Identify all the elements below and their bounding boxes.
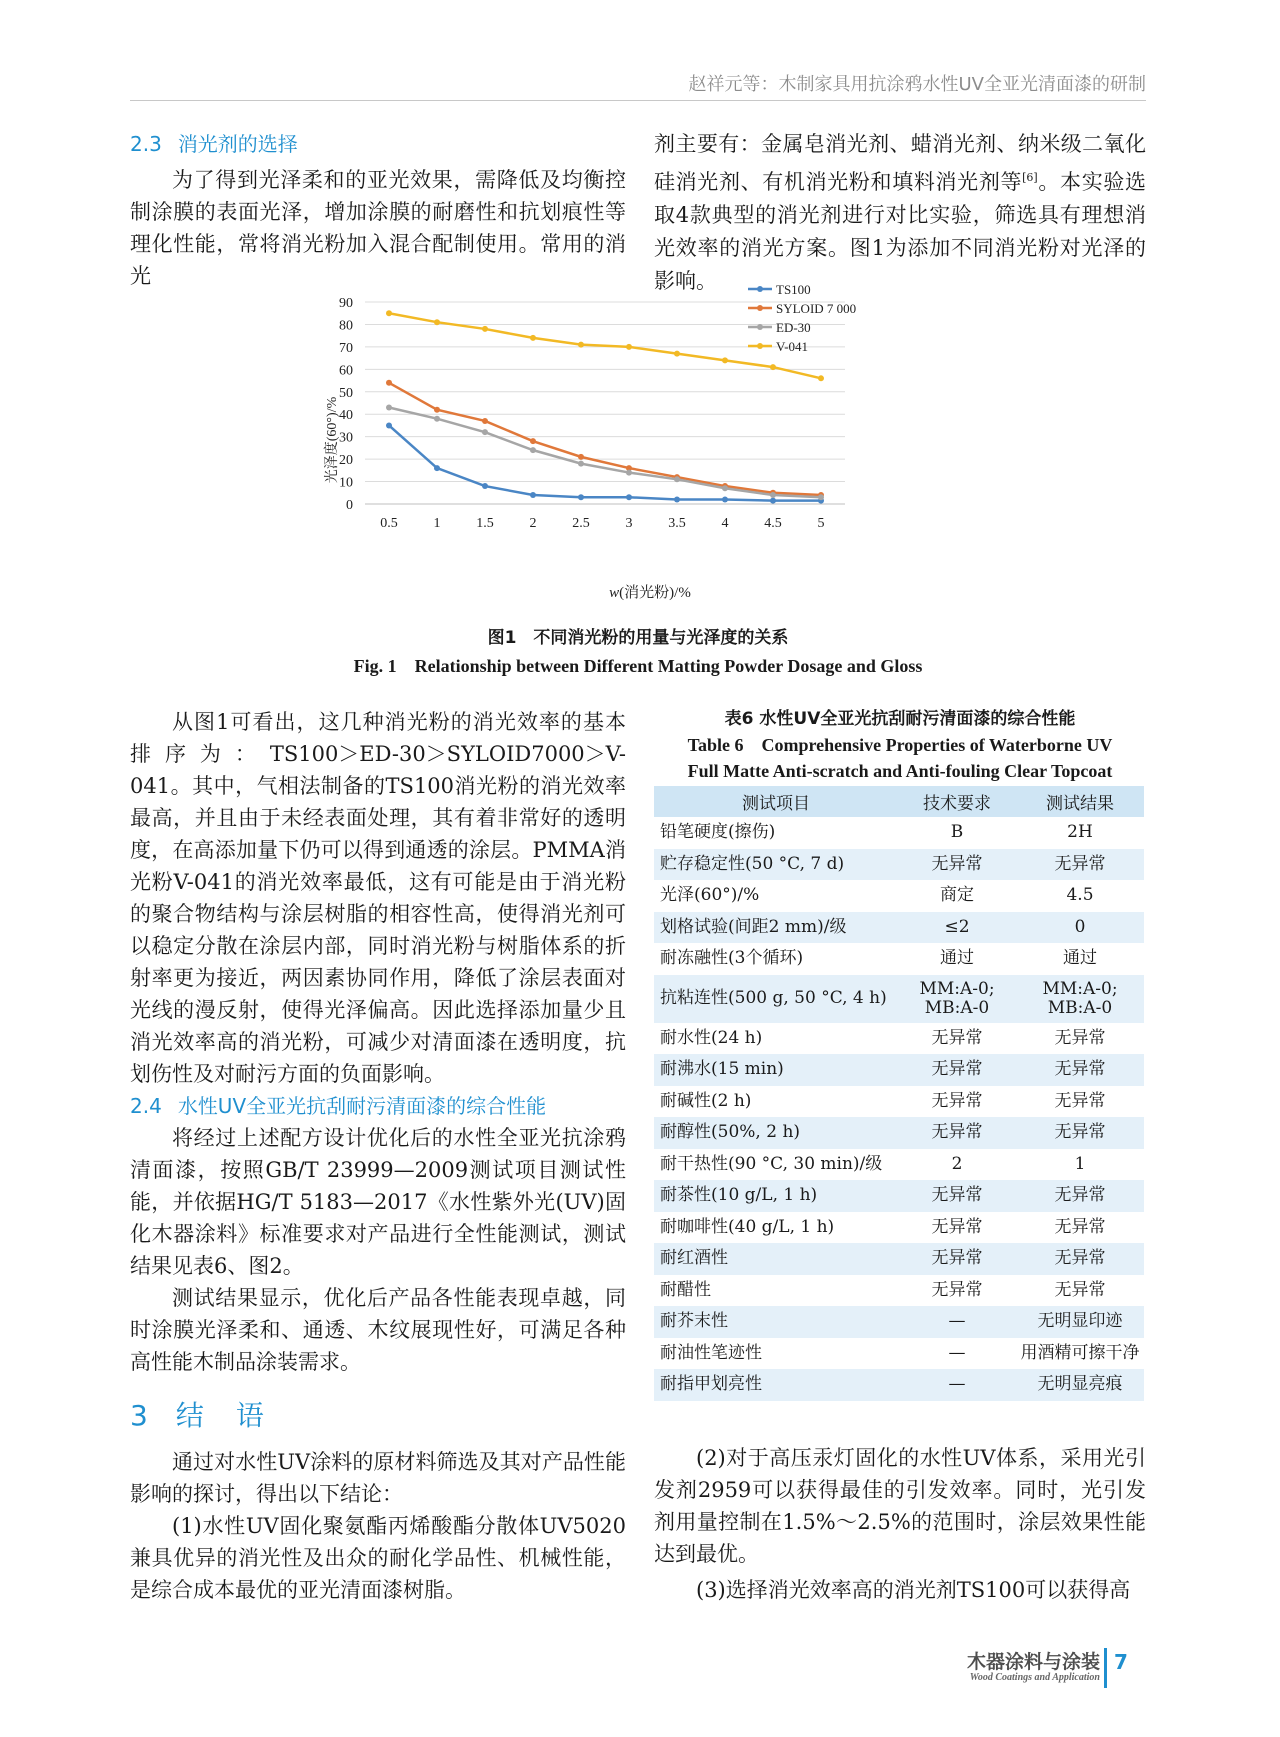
table-row bbox=[654, 1338, 1144, 1370]
data-point bbox=[434, 407, 440, 413]
table-cell-result: 通过 bbox=[1063, 948, 1097, 969]
table-row bbox=[654, 912, 1144, 944]
chart-gridlines bbox=[365, 302, 845, 504]
table-cell-result: 无异常 bbox=[1016, 1117, 1144, 1149]
legend-marker bbox=[757, 286, 763, 292]
paragraph: 将经过上述配方设计优化后的水性全亚光抗涂鸦清面漆，按照GB/T 23999—2009测试项目测试性能，并依据HG/T 5183—2017《水性紫外光(UV)固化木器涂料》标准要求对产品进行全性能测试，测试结果见表6、图2。 bbox=[130, 1126, 626, 1278]
data-point bbox=[482, 429, 488, 435]
table-caption bbox=[654, 706, 1146, 784]
column-header: 技术要求 bbox=[898, 786, 1016, 817]
table-cell-item: 光泽(60°)/% bbox=[660, 885, 760, 906]
journal-name-en: Wood Coatings and Application bbox=[969, 1672, 1100, 1683]
paragraph bbox=[654, 128, 1146, 298]
y-tick-label: 70 bbox=[339, 340, 353, 356]
section-number: 2.3 bbox=[130, 132, 162, 156]
x-tick-label: 3.5 bbox=[668, 516, 686, 531]
table-cell-result: 无明显亮痕 bbox=[1016, 1369, 1144, 1401]
section-2-3-left bbox=[130, 128, 626, 292]
table-cell-result: 用酒精可擦干净 bbox=[1020, 1342, 1140, 1363]
table-cell-requirement: 无异常 bbox=[931, 1090, 983, 1111]
table-cell-requirement: 通过 bbox=[940, 948, 974, 969]
y-tick-label: 90 bbox=[339, 296, 353, 311]
section-heading-3 bbox=[130, 1394, 626, 1438]
table-cell-requirement: — bbox=[898, 1306, 1016, 1338]
data-point bbox=[482, 483, 488, 489]
table-row bbox=[654, 1023, 1144, 1055]
data-point bbox=[722, 485, 728, 491]
data-point bbox=[578, 494, 584, 500]
section-title: 结 语 bbox=[175, 1399, 266, 1432]
table-row bbox=[654, 975, 1144, 1023]
table-row bbox=[654, 849, 1144, 881]
table-cell-result: 无异常 bbox=[1054, 1027, 1106, 1048]
table-cell-item: 耐水性(24 h) bbox=[660, 1027, 763, 1048]
chart-series bbox=[386, 310, 824, 503]
series-line bbox=[389, 407, 821, 497]
table-cell-result: 1 bbox=[1074, 1153, 1086, 1174]
page-number: 7 bbox=[1114, 1650, 1128, 1674]
y-tick-label: 80 bbox=[339, 318, 353, 334]
table-cell-item: 贮存稳定性(50 °C, 7 d) bbox=[654, 849, 898, 881]
table-cell-requirement: 无异常 bbox=[931, 1279, 983, 1300]
table-caption-en-1: Table 6 Comprehensive Properties of Waterborne UV bbox=[687, 735, 1113, 755]
table-row bbox=[654, 1180, 1144, 1212]
paragraph: (1)水性UV固化聚氨酯丙烯酸酯分散体UV5020兼具优异的消光性及出众的耐化学品性、机械性能，是综合成本最优的亚光清面漆树脂。 bbox=[130, 1514, 626, 1602]
table-cell-result: 无异常 bbox=[1054, 1090, 1106, 1111]
table-row bbox=[654, 1369, 1144, 1401]
data-point bbox=[482, 418, 488, 424]
table-cell-result: 无异常 bbox=[1016, 1180, 1144, 1212]
y-tick-label: 0 bbox=[346, 498, 353, 513]
table-cell-item: 耐茶性(10 g/L, 1 h) bbox=[654, 1180, 898, 1212]
data-point bbox=[530, 447, 536, 453]
table-cell-requirement: 无异常 bbox=[898, 1180, 1016, 1212]
table-caption-en-2: Full Matte Anti-scratch and Anti-fouling Clear Topcoat bbox=[687, 761, 1113, 781]
table-cell-requirement: 商定 bbox=[940, 885, 974, 906]
table-row bbox=[654, 1275, 1144, 1307]
data-point bbox=[818, 375, 824, 381]
section-title: 水性UV全亚光抗刮耐污清面漆的综合性能 bbox=[177, 1094, 547, 1118]
data-point bbox=[626, 344, 632, 350]
running-header bbox=[130, 70, 1146, 101]
x-tick-label: 2.5 bbox=[572, 516, 590, 531]
legend-label: V-041 bbox=[776, 339, 809, 354]
table-cell-requirement: 无异常 bbox=[898, 849, 1016, 881]
data-point bbox=[386, 310, 392, 316]
data-point bbox=[386, 422, 392, 428]
y-axis-ticks bbox=[339, 296, 353, 513]
y-tick-label: 20 bbox=[339, 453, 353, 469]
figure-caption-cn: 图1 不同消光粉的用量与光泽度的关系 bbox=[487, 628, 789, 648]
table-cell-result: 无异常 bbox=[1016, 1054, 1144, 1086]
table-row bbox=[654, 1117, 1144, 1149]
y-tick-label: 30 bbox=[339, 430, 353, 446]
lower-left-column bbox=[130, 706, 626, 1606]
table-cell-item: 划格试验(间距2 mm)/级 bbox=[654, 912, 898, 944]
legend-label: TS100 bbox=[776, 282, 811, 297]
data-point bbox=[578, 342, 584, 348]
running-title: 赵祥元等：木制家具用抗涂鸦水性UV全亚光清面漆的研制 bbox=[688, 74, 1146, 95]
table-cell-requirement: — bbox=[898, 1369, 1016, 1401]
x-tick-label: 1 bbox=[433, 516, 441, 531]
table-cell-item: 耐沸水(15 min) bbox=[654, 1054, 898, 1086]
table-cell-requirement: 无异常 bbox=[931, 1027, 983, 1048]
legend-label: ED-30 bbox=[776, 320, 811, 335]
data-point bbox=[386, 380, 392, 386]
paragraph: (2)对于高压汞灯固化的水性UV体系，采用光引发剂2959可以获得最佳的引发效率。同时，光引发剂用量控制在1.5%～2.5%的范围时，涂层效果性能达到最优。 bbox=[654, 1446, 1146, 1566]
legend-label: SYLOID 7 000 bbox=[776, 301, 857, 316]
x-axis-label-rest: (消光粉)/% bbox=[619, 585, 691, 601]
table-cell-item: 耐干热性(90 °C, 30 min)/级 bbox=[660, 1153, 883, 1174]
figure-caption bbox=[130, 624, 1146, 680]
x-tick-label: 5 bbox=[817, 516, 825, 531]
table-row bbox=[654, 1086, 1144, 1118]
y-tick-label: 40 bbox=[339, 408, 353, 424]
table-cell-item: 铅笔硬度(擦伤) bbox=[660, 822, 776, 843]
table-cell-requirement: MM:A-0; MB:A-0 bbox=[898, 975, 1016, 1023]
table-cell-requirement: 无异常 bbox=[931, 1216, 983, 1237]
table-caption-cn: 表6 水性UV全亚光抗刮耐污清面漆的综合性能 bbox=[724, 709, 1076, 729]
table-cell-result: 无异常 bbox=[1054, 1279, 1106, 1300]
data-point bbox=[722, 497, 728, 503]
table-cell-item: 耐醇性(50%, 2 h) bbox=[654, 1117, 898, 1149]
data-point bbox=[578, 454, 584, 460]
data-point bbox=[482, 326, 488, 332]
table-6-block bbox=[654, 706, 1146, 1401]
table-row bbox=[654, 1243, 1144, 1275]
table-cell-requirement: ≤2 bbox=[898, 912, 1016, 944]
table-body bbox=[654, 817, 1144, 1401]
column-header: 测试结果 bbox=[1016, 786, 1144, 817]
paragraph: 从图1可看出，这几种消光粉的消光效率的基本排序为：TS100＞ED-30＞SYLOID7000＞V-041。其中，气相法制备的TS100消光粉的消光效率最高，并且由于未经表面处理，其有着非常好的透明度，在高添加量下仍可以得到通透的涂层。PMMA消光粉V-041的消光效率最低，这有可能是由于消光粉的聚合物结构与涂层树脂的相容性高，使得消光剂可以稳定分散在涂层内部，同时消光粉与树脂体系的折射率更为接近，两因素协同作用，降低了涂层表面对光线的漫反射，使得光泽偏高。因此选择添加量少且消光效率高的消光粉，可减少对清面漆在透明度，抗划伤性及对耐污方面的负面影响。 bbox=[130, 710, 626, 1086]
data-point bbox=[530, 492, 536, 498]
table-cell-result: 0 bbox=[1016, 912, 1144, 944]
citation-ref: [6] bbox=[1022, 171, 1038, 184]
y-tick-label: 50 bbox=[339, 385, 353, 401]
data-point bbox=[434, 465, 440, 471]
paragraph-text: 。本实验选取4款典型的消光剂进行对比实验，筛选具有理想消光效率的消光方案。图1为添加不同消光粉对光泽的影响。 bbox=[654, 170, 1147, 293]
data-point bbox=[674, 497, 680, 503]
data-point bbox=[386, 404, 392, 410]
table-row bbox=[654, 1054, 1144, 1086]
x-tick-label: 3 bbox=[625, 516, 633, 531]
table-cell-result: 2H bbox=[1067, 822, 1093, 843]
data-point bbox=[434, 319, 440, 325]
section-number: 2.4 bbox=[130, 1094, 162, 1118]
table-cell-item: 耐芥末性 bbox=[654, 1306, 898, 1338]
table-header-row bbox=[654, 786, 1144, 817]
table-cell-item: 抗粘连性(500 g, 50 °C, 4 h) bbox=[654, 975, 898, 1023]
series-line bbox=[389, 383, 821, 495]
data-point bbox=[674, 351, 680, 357]
table-cell-item: 耐指甲划亮性 bbox=[654, 1369, 898, 1401]
table-cell-item: 耐红酒性 bbox=[654, 1243, 898, 1275]
section-heading-2-4 bbox=[130, 1090, 626, 1122]
paragraph: 通过对水性UV涂料的原材料筛选及其对产品性能影响的探讨，得出以下结论： bbox=[130, 1450, 626, 1506]
table-cell-result: 4.5 bbox=[1066, 885, 1094, 906]
table-cell-result: 无异常 bbox=[1016, 1243, 1144, 1275]
table-cell-result: 无异常 bbox=[1054, 1216, 1106, 1237]
gloss-line-chart bbox=[320, 275, 980, 615]
journal-name-cn: 木器涂料与涂装 bbox=[966, 1651, 1100, 1673]
section-heading-2-3 bbox=[130, 128, 626, 160]
x-axis-label bbox=[609, 583, 691, 601]
table-row bbox=[654, 1306, 1144, 1338]
table-cell-result: 无异常 bbox=[1016, 849, 1144, 881]
table-cell-requirement: 无异常 bbox=[898, 1117, 1016, 1149]
table-cell-item: 耐碱性(2 h) bbox=[660, 1090, 752, 1111]
section-number: 3 bbox=[130, 1399, 150, 1432]
x-axis-ticks bbox=[380, 516, 824, 531]
x-axis-label-var: w bbox=[609, 585, 620, 601]
table-cell-requirement: 无异常 bbox=[898, 1243, 1016, 1275]
table-cell-requirement: B bbox=[950, 822, 964, 843]
table-row bbox=[654, 1149, 1144, 1181]
y-axis-label: 光泽度(60°)/% bbox=[325, 396, 340, 484]
data-point bbox=[530, 438, 536, 444]
paragraph: (3)选择消光效率高的消光剂TS100可以获得高 bbox=[696, 1578, 1131, 1602]
data-point bbox=[770, 364, 776, 370]
data-point bbox=[722, 357, 728, 363]
chart-legend bbox=[748, 282, 856, 354]
data-point bbox=[818, 494, 824, 500]
table-cell-item: 耐醋性 bbox=[660, 1279, 711, 1300]
table-cell-requirement: — bbox=[948, 1342, 966, 1363]
table-row bbox=[654, 1212, 1144, 1244]
properties-table bbox=[654, 786, 1144, 1401]
x-tick-label: 0.5 bbox=[380, 516, 398, 531]
data-point bbox=[626, 470, 632, 476]
data-point bbox=[626, 494, 632, 500]
table-cell-result: MM:A-0; MB:A-0 bbox=[1016, 975, 1144, 1023]
table-cell-requirement: 无异常 bbox=[898, 1054, 1016, 1086]
table-cell-item: 耐油性笔迹性 bbox=[660, 1342, 762, 1363]
table-row bbox=[654, 943, 1144, 975]
section-2-3-right bbox=[654, 128, 1146, 298]
column-header: 测试项目 bbox=[654, 786, 898, 817]
table-cell-result: 无明显印迹 bbox=[1016, 1306, 1144, 1338]
x-tick-label: 4.5 bbox=[764, 516, 782, 531]
data-point bbox=[674, 476, 680, 482]
data-point bbox=[530, 335, 536, 341]
legend-marker bbox=[757, 305, 763, 311]
data-point bbox=[578, 461, 584, 467]
footer-divider bbox=[1104, 1648, 1107, 1688]
table-row bbox=[654, 880, 1144, 912]
data-point bbox=[770, 498, 776, 504]
data-point bbox=[770, 492, 776, 498]
x-tick-label: 1.5 bbox=[476, 516, 494, 531]
paragraph: 为了得到光泽柔和的亚光效果，需降低及均衡控制涂膜的表面光泽，增加涂膜的耐磨性和抗划痕性等理化性能，常将消光粉加入混合配制使用。常用的消光 bbox=[130, 168, 626, 288]
table-cell-item: 耐冻融性(3个循环) bbox=[660, 948, 804, 969]
legend-marker bbox=[757, 324, 763, 330]
table-row bbox=[654, 817, 1144, 849]
figure-caption-en: Fig. 1 Relationship between Different Matting Powder Dosage and Gloss bbox=[353, 656, 923, 676]
paragraph: 测试结果显示，优化后产品各性能表现卓越，同时涂膜光泽柔和、通透、木纹展现性好，可满足各种高性能木制品涂装需求。 bbox=[130, 1286, 626, 1374]
paragraph-text: 剂主要有：金属皂消光剂、蜡消光剂、纳米级二氧化硅消光剂、有机消光粉和填料消光剂等 bbox=[654, 132, 1146, 194]
table-cell-requirement: 2 bbox=[951, 1153, 963, 1174]
legend-marker bbox=[757, 343, 763, 349]
table-cell-item: 耐咖啡性(40 g/L, 1 h) bbox=[660, 1216, 835, 1237]
y-tick-label: 60 bbox=[339, 363, 353, 379]
lower-right-column bbox=[654, 1442, 1146, 1606]
section-title: 消光剂的选择 bbox=[177, 132, 298, 156]
x-tick-label: 2 bbox=[529, 516, 537, 531]
y-tick-label: 10 bbox=[339, 475, 353, 491]
data-point bbox=[434, 416, 440, 422]
x-tick-label: 4 bbox=[721, 516, 729, 531]
